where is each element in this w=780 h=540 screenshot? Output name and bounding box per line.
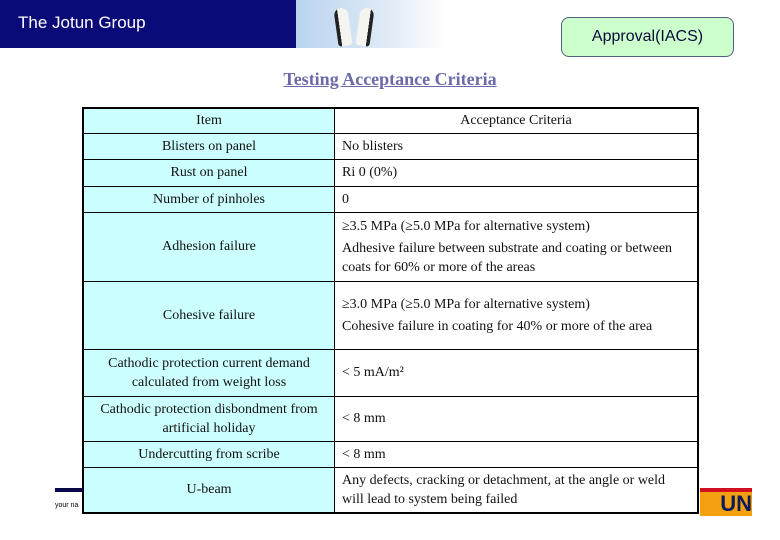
criteria-cell: [335, 133, 699, 159]
item-cell: Number of pinholes: [83, 186, 335, 212]
item-cell: Blisters on panel: [83, 133, 335, 159]
criteria-cell: [335, 212, 699, 281]
criteria-table: [82, 107, 699, 514]
criteria-text: < 5 mA/m²: [342, 365, 404, 380]
penguin-icon: [355, 7, 374, 47]
header-item: Item: [83, 108, 335, 133]
item-cell: Undercutting from scribe: [83, 441, 335, 467]
criteria-text: No blisters: [342, 138, 404, 154]
item-cell: Cathodic protection disbondment from artificial holiday: [83, 396, 335, 441]
criteria-cell: [335, 159, 699, 186]
page-title: Testing Acceptance Criteria: [283, 69, 497, 89]
criteria-cell: [335, 467, 699, 513]
item-cell: U-beam: [83, 467, 335, 513]
table-row: [83, 349, 698, 396]
table-row: [83, 212, 698, 281]
footer-line: [55, 488, 83, 492]
table-row: [83, 281, 698, 349]
approval-badge: Approval(IACS): [561, 17, 734, 57]
penguin-image: [296, 0, 446, 48]
company-name: The Jotun Group: [18, 13, 146, 32]
criteria-cell: [335, 396, 699, 441]
item-cell: Cohesive failure: [83, 281, 335, 349]
criteria-text: Cohesive failure in coating for 40% or more of the area: [342, 318, 653, 334]
table-row: [83, 186, 698, 212]
header-banner: [0, 0, 296, 48]
criteria-text: Ri 0 (0%): [342, 165, 398, 180]
criteria-text: 0: [342, 191, 349, 207]
item-cell: Cathodic protection current demand calculated from weight loss: [83, 349, 335, 396]
criteria-text: Adhesive failure between substrate and coating or between coats for 60% or more of the areas: [342, 240, 673, 275]
footer-text: your na: [55, 502, 79, 509]
criteria-cell: [335, 441, 699, 467]
penguin-icon: [333, 7, 352, 47]
criteria-cell: [335, 186, 699, 212]
table-row: [83, 467, 698, 513]
item-cell: Adhesion failure: [83, 212, 335, 281]
criteria-text: ≥3.5 MPa (≥5.0 MPa for alternative system): [342, 218, 590, 234]
criteria-text: < 8 mm: [342, 411, 386, 426]
jotun-logo: UN: [700, 488, 752, 516]
criteria-text: ≥3.0 MPa (≥5.0 MPa for alternative system): [342, 296, 590, 312]
criteria-cell: [335, 281, 699, 349]
table-row: [83, 159, 698, 186]
criteria-text: < 8 mm: [342, 446, 386, 462]
table-row: [83, 441, 698, 467]
item-cell: Rust on panel: [83, 159, 335, 186]
criteria-text: Any defects, cracking or detachment, at the angle or weld will lead to system being failed: [342, 472, 666, 507]
table-header-row: [83, 108, 698, 133]
criteria-cell: [335, 349, 699, 396]
table-row: [83, 133, 698, 159]
table-row: [83, 396, 698, 441]
header-criteria: Acceptance Criteria: [335, 108, 699, 133]
